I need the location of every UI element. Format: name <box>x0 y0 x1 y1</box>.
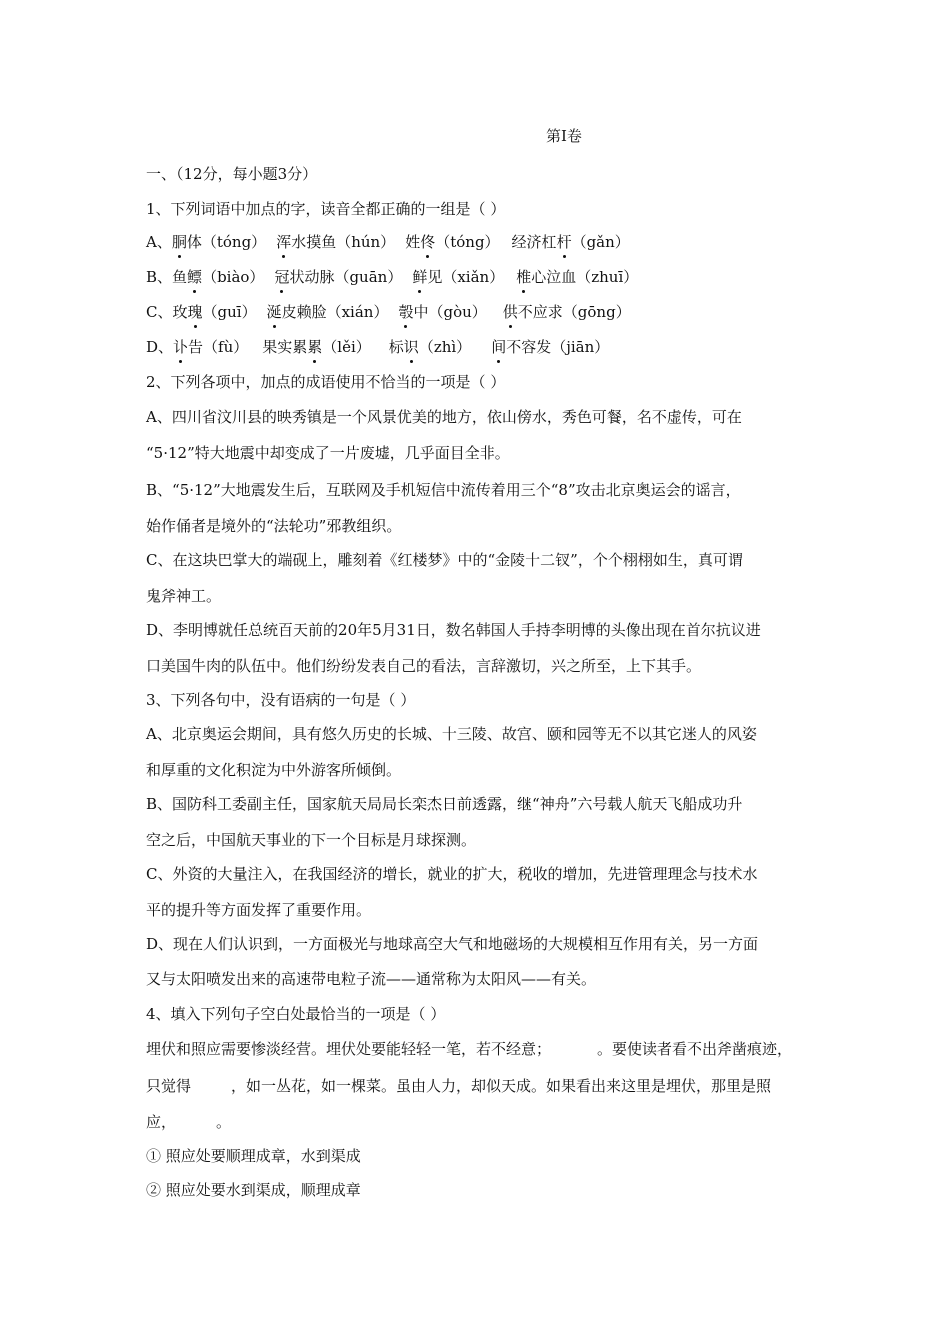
page-title: 第Ⅰ卷 <box>546 127 582 145</box>
question-1-option-d: D、讣告（fù） 果实累累（lěi） 标识（zhì） 间不容发（jiān） <box>146 338 610 356</box>
question-3-option-b-line-1: B、国防科工委副主任，国家航天局局长栾杰日前透露，继“神舟”六号载人航天飞船成功升 <box>146 795 743 813</box>
question-3-option-c-line-2: 平的提升等方面发挥了重要作用。 <box>146 901 372 919</box>
question-2-option-b-line-2: 始作俑者是境外的“法轮功”邪教组织。 <box>146 517 402 535</box>
dotted-char: 椎 <box>516 268 532 286</box>
question-3-option-a-line-2: 和厚重的文化积淀为中外游客所倾倒。 <box>146 761 402 779</box>
question-4-choice-1: ① 照应处要顺理成章，水到渠成 <box>146 1147 361 1165</box>
question-2-option-d-line-2: 口美国牛肉的队伍中。他们纷纷发表自己的看法，言辞激切，兴之所至，上下其手。 <box>146 657 702 675</box>
question-4-passage-line-3: 应， 。 <box>146 1113 232 1131</box>
question-3-option-c-line-1: C、外资的大量注入，在我国经济的增长，就业的扩大，税收的增加，先进管理理念与技术水 <box>146 865 758 883</box>
question-3-stem: 3、下列各句中，没有语病的一句是（ ） <box>146 691 416 709</box>
question-1-option-c: C、玫瑰（guī） 涎皮赖脸（xián） 彀中（gòu） 供不应求（gōng） <box>146 303 631 321</box>
question-3-option-d-line-1: D、现在人们认识到，一方面极光与地球高空大气和地磁场的大规模相互作用有关，另一方面 <box>146 935 759 953</box>
dotted-char: 鳔 <box>187 268 203 286</box>
question-1-stem: 1、下列词语中加点的字，读音全都正确的一组是（ ） <box>146 200 506 218</box>
question-3-option-d-line-2: 又与太阳喷发出来的高速带电粒子流——通常称为太阳风——有关。 <box>146 970 597 988</box>
question-2-option-a-line-2: “5·12”特大地震中却变成了一片废墟，几乎面目全非。 <box>146 444 510 462</box>
question-1-option-b: B、鱼鳔（biào） 冠状动脉（guān） 鲜见（xiǎn） 椎心泣血（zhuī） <box>146 268 639 286</box>
dotted-char: 供 <box>502 303 518 321</box>
question-2-stem: 2、下列各项中，加点的成语使用不恰当的一项是（ ） <box>146 373 506 391</box>
dotted-char: 累 <box>307 338 323 356</box>
question-3-option-a-line-1: A、北京奥运会期间，具有悠久历史的长城、十三陵、故宫、颐和园等无不以其它迷人的风姿 <box>146 725 757 743</box>
dotted-char: 浑 <box>276 233 292 251</box>
question-2-option-b-line-1: B、“5·12”大地震发生后，互联网及手机短信中流传着用三个“8”攻击北京奥运会的谣言， <box>146 481 741 499</box>
dotted-char: 识 <box>403 338 419 356</box>
dotted-char: 胴 <box>171 233 187 251</box>
dotted-char: 涎 <box>266 303 282 321</box>
dotted-char: 冠 <box>274 268 290 286</box>
question-1-option-a: A、胴体（tóng） 浑水摸鱼（hún） 姓佟（tóng） 经济杠杆（gǎn） <box>146 233 630 251</box>
question-2-option-a-line-1: A、四川省汶川县的映秀镇是一个风景优美的地方，依山傍水，秀色可餐，名不虚传，可在 <box>146 408 742 426</box>
question-4-stem: 4、填入下列句子空白处最恰当的一项是（ ） <box>146 1005 446 1023</box>
dotted-char: 间 <box>491 338 507 356</box>
question-4-choice-2: ② 照应处要水到渠成，顺理成章 <box>146 1181 361 1199</box>
dotted-char: 瑰 <box>187 303 203 321</box>
section-heading: 一、（12分，每小题3分） <box>146 165 318 183</box>
dotted-char: 佟 <box>420 233 436 251</box>
dotted-char: 杆 <box>556 233 572 251</box>
question-2-option-c-line-1: C、在这块巴掌大的端砚上，雕刻着《红楼梦》中的“金陵十二钗”，个个栩栩如生，真可谓 <box>146 551 743 569</box>
question-3-option-b-line-2: 空之后，中国航天事业的下一个目标是月球探测。 <box>146 831 477 849</box>
question-4-passage-line-2: 只觉得 ，如一丛花，如一棵菜。虽由人力，却似天成。如果看出来这里是埋伏，那里是照 <box>146 1077 772 1095</box>
dotted-char: 彀 <box>398 303 414 321</box>
question-2-option-d-line-1: D、李明博就任总统百天前的20年5月31日，数名韩国人手持李明博的头像出现在首尔抗议进 <box>146 621 761 639</box>
question-4-passage-line-1: 埋伏和照应需要惨淡经营。埋伏处要能轻轻一笔，若不经意； 。要使读者看不出斧凿痕迹， <box>146 1040 793 1058</box>
question-2-option-c-line-2: 鬼斧神工。 <box>146 587 222 605</box>
dotted-char: 讣 <box>173 338 189 356</box>
dotted-char: 鲜 <box>412 268 428 286</box>
